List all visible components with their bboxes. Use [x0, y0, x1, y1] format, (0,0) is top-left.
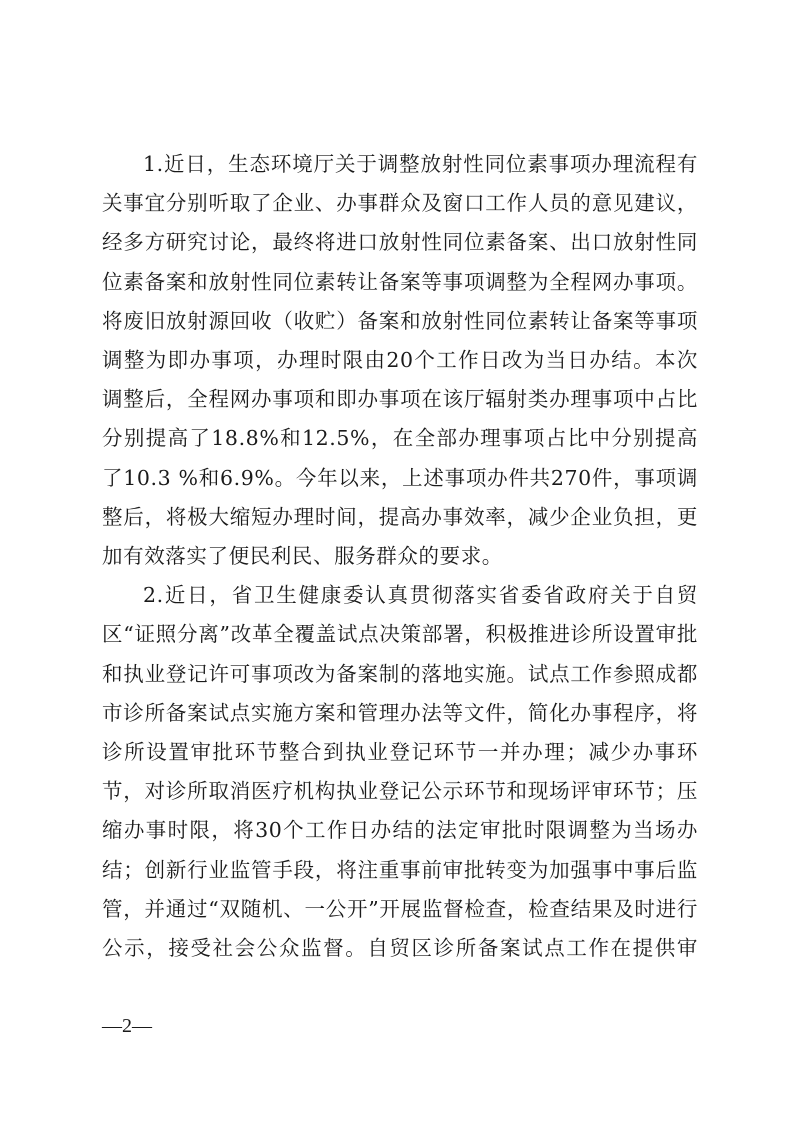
paragraph-1: 1.近日，生态环境厅关于调整放射性同位素事项办理流程有关事宜分别听取了企业、办事群众及窗口工作人员的意见建议，经多方研究讨论，最终将进口放射性同位素备案、出口放射性同位素备案和放射性同位素转让备案等事项调整为全程网办事项。将废旧放射源回收（收贮）备案和放射性同位素转让备案等事项调整为即办事项，办理时限由20个工作日改为当日办结。本次调整后，全程网办事项和即办事项在该厅辐射类办理事项中占比分别提高了18.8%和12.5%，在全部办理事项占比中分别提高了10.3 %和6.9%。今年以来，上述事项办件共270件，事项调整后，将极大缩短办理时间，提高办事效率，减少企业负担，更加有效落实了便民利民、服务群众的要求。	[102, 152, 698, 569]
document-body	[102, 145, 698, 968]
paragraph-2: 2.近日，省卫生健康委认真贯彻落实省委省政府关于自贸区“证照分离”改革全覆盖试点决策部署，积极推进诊所设置审批和执业登记许可事项改为备案制的落地实施。试点工作参照成都市诊所备案试点实施方案和管理办法等文件，简化办事程序，将诊所设置审批环节整合到执业登记环节一并办理；减少办事环节，对诊所取消医疗机构执业登记公示环节和现场评审环节；压缩办事时限，将30个工作日办结的法定审批时限调整为当场办结；创新行业监管手段，将注重事前审批转变为加强事中事后监管，并通过“双随机、一公开”开展监督检查，检查结果及时进行公示，接受社会公众监督。自贸区诊所备案试点工作在提供审	[102, 583, 698, 961]
page-number: —2—	[102, 1015, 152, 1037]
